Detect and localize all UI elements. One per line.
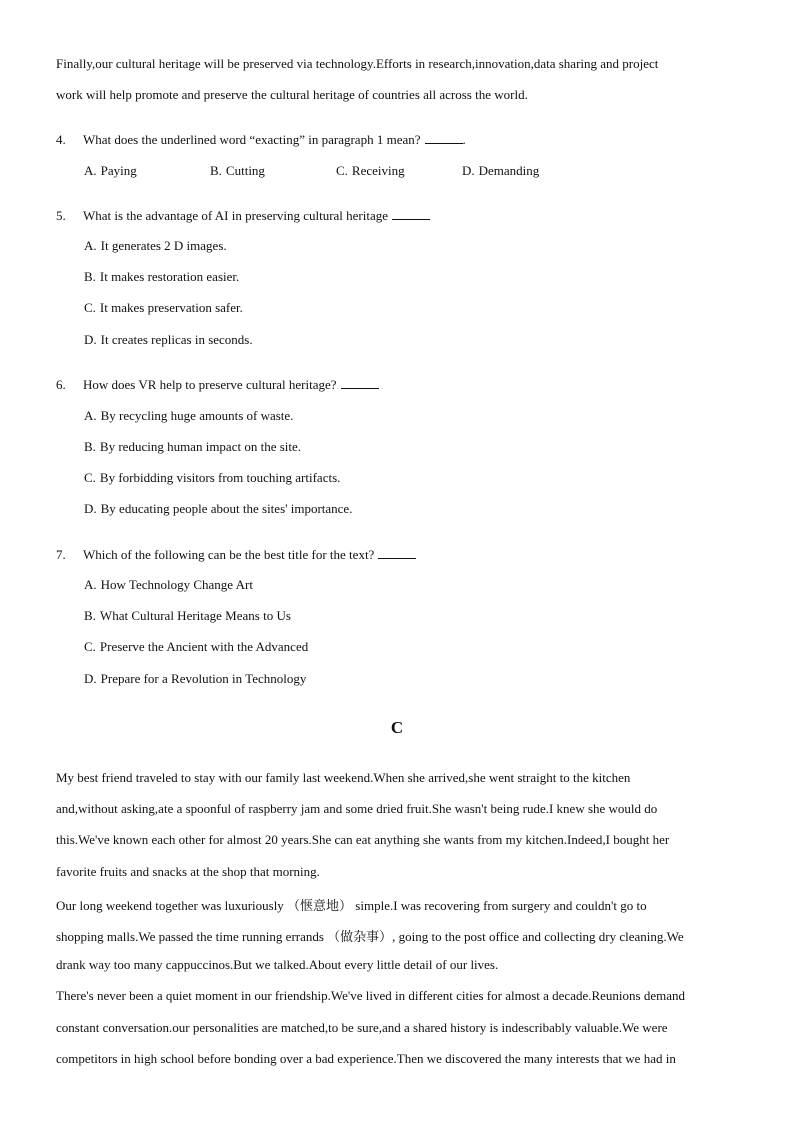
answer-blank[interactable] bbox=[425, 131, 463, 144]
question-text: What does the underlined word “exacting” in paragraph 1 mean? . bbox=[83, 132, 466, 147]
option-b[interactable]: B. What Cultural Heritage Means to Us bbox=[84, 608, 291, 623]
passage-line: competitors in high school before bonding over a bad experience.Then we discovered the many interests that we had in bbox=[56, 1051, 676, 1066]
intro-line: Finally,our cultural heritage will be preserved via technology.Efforts in research,innovation,data sharing and project bbox=[56, 56, 659, 71]
option-d[interactable]: D. It creates replicas in seconds. bbox=[84, 332, 253, 347]
passage-line: drank way too many cappuccinos.But we talked.About every little detail of our lives. bbox=[56, 957, 499, 972]
option-d[interactable]: D. Prepare for a Revolution in Technology bbox=[84, 671, 307, 686]
passage-line: There's never been a quiet moment in our friendship.We've lived in different cities for almost a decade.Reunions demand bbox=[56, 988, 685, 1003]
option-c[interactable]: C. Receiving bbox=[336, 163, 405, 178]
question-number: 4. bbox=[56, 132, 66, 147]
passage-line: favorite fruits and snacks at the shop that morning. bbox=[56, 864, 320, 879]
option-a[interactable]: A. Paying bbox=[84, 163, 137, 178]
answer-blank[interactable] bbox=[341, 376, 379, 389]
option-c[interactable]: C. Preserve the Ancient with the Advanced bbox=[84, 639, 309, 654]
passage-line: and,without asking,ate a spoonful of raspberry jam and some dried fruit.She wasn't being rude.I knew she would do bbox=[56, 801, 658, 816]
option-c[interactable]: C. By forbidding visitors from touching artifacts. bbox=[84, 470, 341, 485]
option-a[interactable]: A. How Technology Change Art bbox=[84, 577, 253, 592]
passage-line: shopping malls.We passed the time running errands （做杂事）, going to the post office and collecting dry cleaning.We bbox=[56, 929, 684, 944]
question-text: How does VR help to preserve cultural heritage? bbox=[83, 376, 379, 393]
passage-line: constant conversation.our personalities are matched,to be sure,and a shared history is indescribably valuable.We were bbox=[56, 1020, 668, 1035]
option-b[interactable]: B. Cutting bbox=[210, 163, 265, 178]
passage-line: this.We've known each other for almost 20 years.She can eat anything she wants from my kitchen.Indeed,I bought her bbox=[56, 832, 670, 847]
question-number: 6. bbox=[56, 377, 66, 392]
question-text: Which of the following can be the best title for the text? bbox=[83, 546, 416, 563]
option-d[interactable]: D. By educating people about the sites' importance. bbox=[84, 501, 353, 516]
question-number: 7. bbox=[56, 547, 66, 562]
option-d[interactable]: D. Demanding bbox=[462, 163, 540, 178]
intro-line: work will help promote and preserve the cultural heritage of countries all across the world. bbox=[56, 87, 528, 102]
passage-line: My best friend traveled to stay with our family last weekend.When she arrived,she went straight to the kitchen bbox=[56, 770, 631, 785]
option-b[interactable]: B. By reducing human impact on the site. bbox=[84, 439, 302, 454]
option-b[interactable]: B. It makes restoration easier. bbox=[84, 269, 240, 284]
passage-line: Our long weekend together was luxuriously （惬意地） simple.I was recovering from surgery and couldn't go to bbox=[56, 898, 647, 913]
option-a[interactable]: A. It generates 2 D images. bbox=[84, 238, 227, 253]
answer-blank[interactable] bbox=[392, 207, 430, 220]
question-text: What is the advantage of AI in preserving cultural heritage bbox=[83, 207, 430, 224]
option-c[interactable]: C. It makes preservation safer. bbox=[84, 300, 243, 315]
question-number: 5. bbox=[56, 208, 66, 223]
option-a[interactable]: A. By recycling huge amounts of waste. bbox=[84, 408, 294, 423]
answer-blank[interactable] bbox=[378, 546, 416, 559]
section-heading: C bbox=[390, 718, 404, 737]
